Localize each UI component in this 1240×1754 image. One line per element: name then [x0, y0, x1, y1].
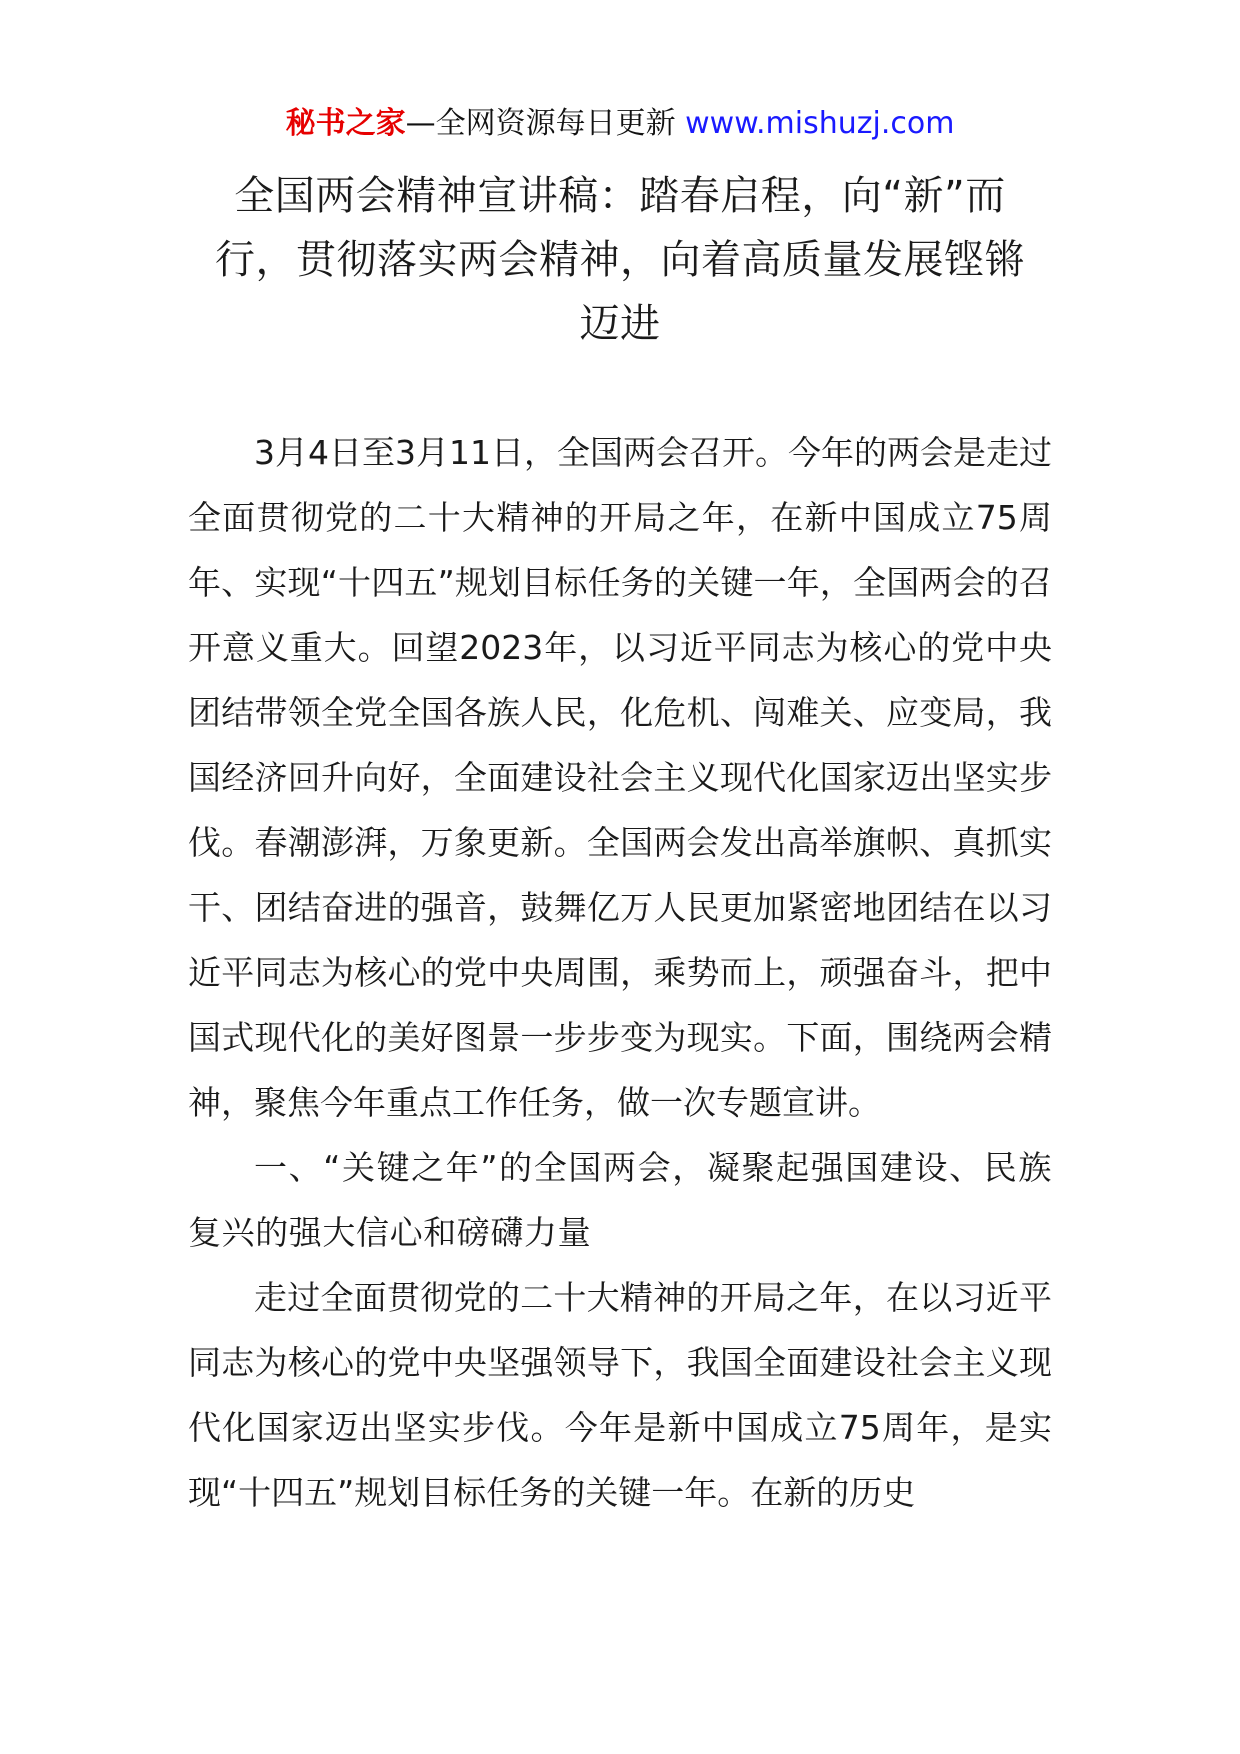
title-line-1: 全国两会精神宣讲稿：踏春启程，向“新”而 — [234, 173, 1006, 219]
title-line-3: 迈进 — [579, 301, 661, 347]
section-heading-1: 一、“关键之年”的全国两会，凝聚起强国建设、民族复兴的强大信心和磅礴力量 — [188, 1148, 1052, 1252]
section-paragraph-1: 走过全面贯彻党的二十大精神的开局之年，在以习近平同志为核心的党中央坚强领导下，我国全面建设社会主义现代化国家迈出坚实步伐。今年是新中国成立75周年，是实现“十四五”规划目标任务的关键一年。在新的历史 — [188, 1278, 1052, 1512]
brand-name: 秘书之家 — [285, 106, 406, 141]
document-title — [190, 164, 1050, 356]
site-url-link[interactable]: www.mishuzj.com — [685, 106, 955, 141]
intro-paragraph: 3月4日至3月11日，全国两会召开。今年的两会是走过全面贯彻党的二十大精神的开局之年，在新中国成立75周年、实现“十四五”规划目标任务的关键一年，全国两会的召开意义重大。回望2023年，以习近平同志为核心的党中央团结带领全党全国各族人民，化危机、闯难关、应变局，我国经济回升向好，全面建设社会主义现代化国家迈出坚实步伐。春潮澎湃，万象更新。全国两会发出高举旗帜、真抓实干、团结奋进的强音，鼓舞亿万人民更加紧密地团结在以习近平同志为核心的党中央周围，乘势而上，顽强奋斗，把中国式现代化的美好图景一步步变为现实。下面，围绕两会精神，聚焦今年重点工作任务，做一次专题宣讲。 — [188, 433, 1052, 1122]
document-body — [188, 420, 1052, 1525]
site-header — [0, 100, 1240, 148]
title-line-2: 行，贯彻落实两会精神，向着高质量发展铿锵 — [215, 237, 1025, 283]
header-slogan: —全网资源每日更新 — [405, 106, 676, 141]
